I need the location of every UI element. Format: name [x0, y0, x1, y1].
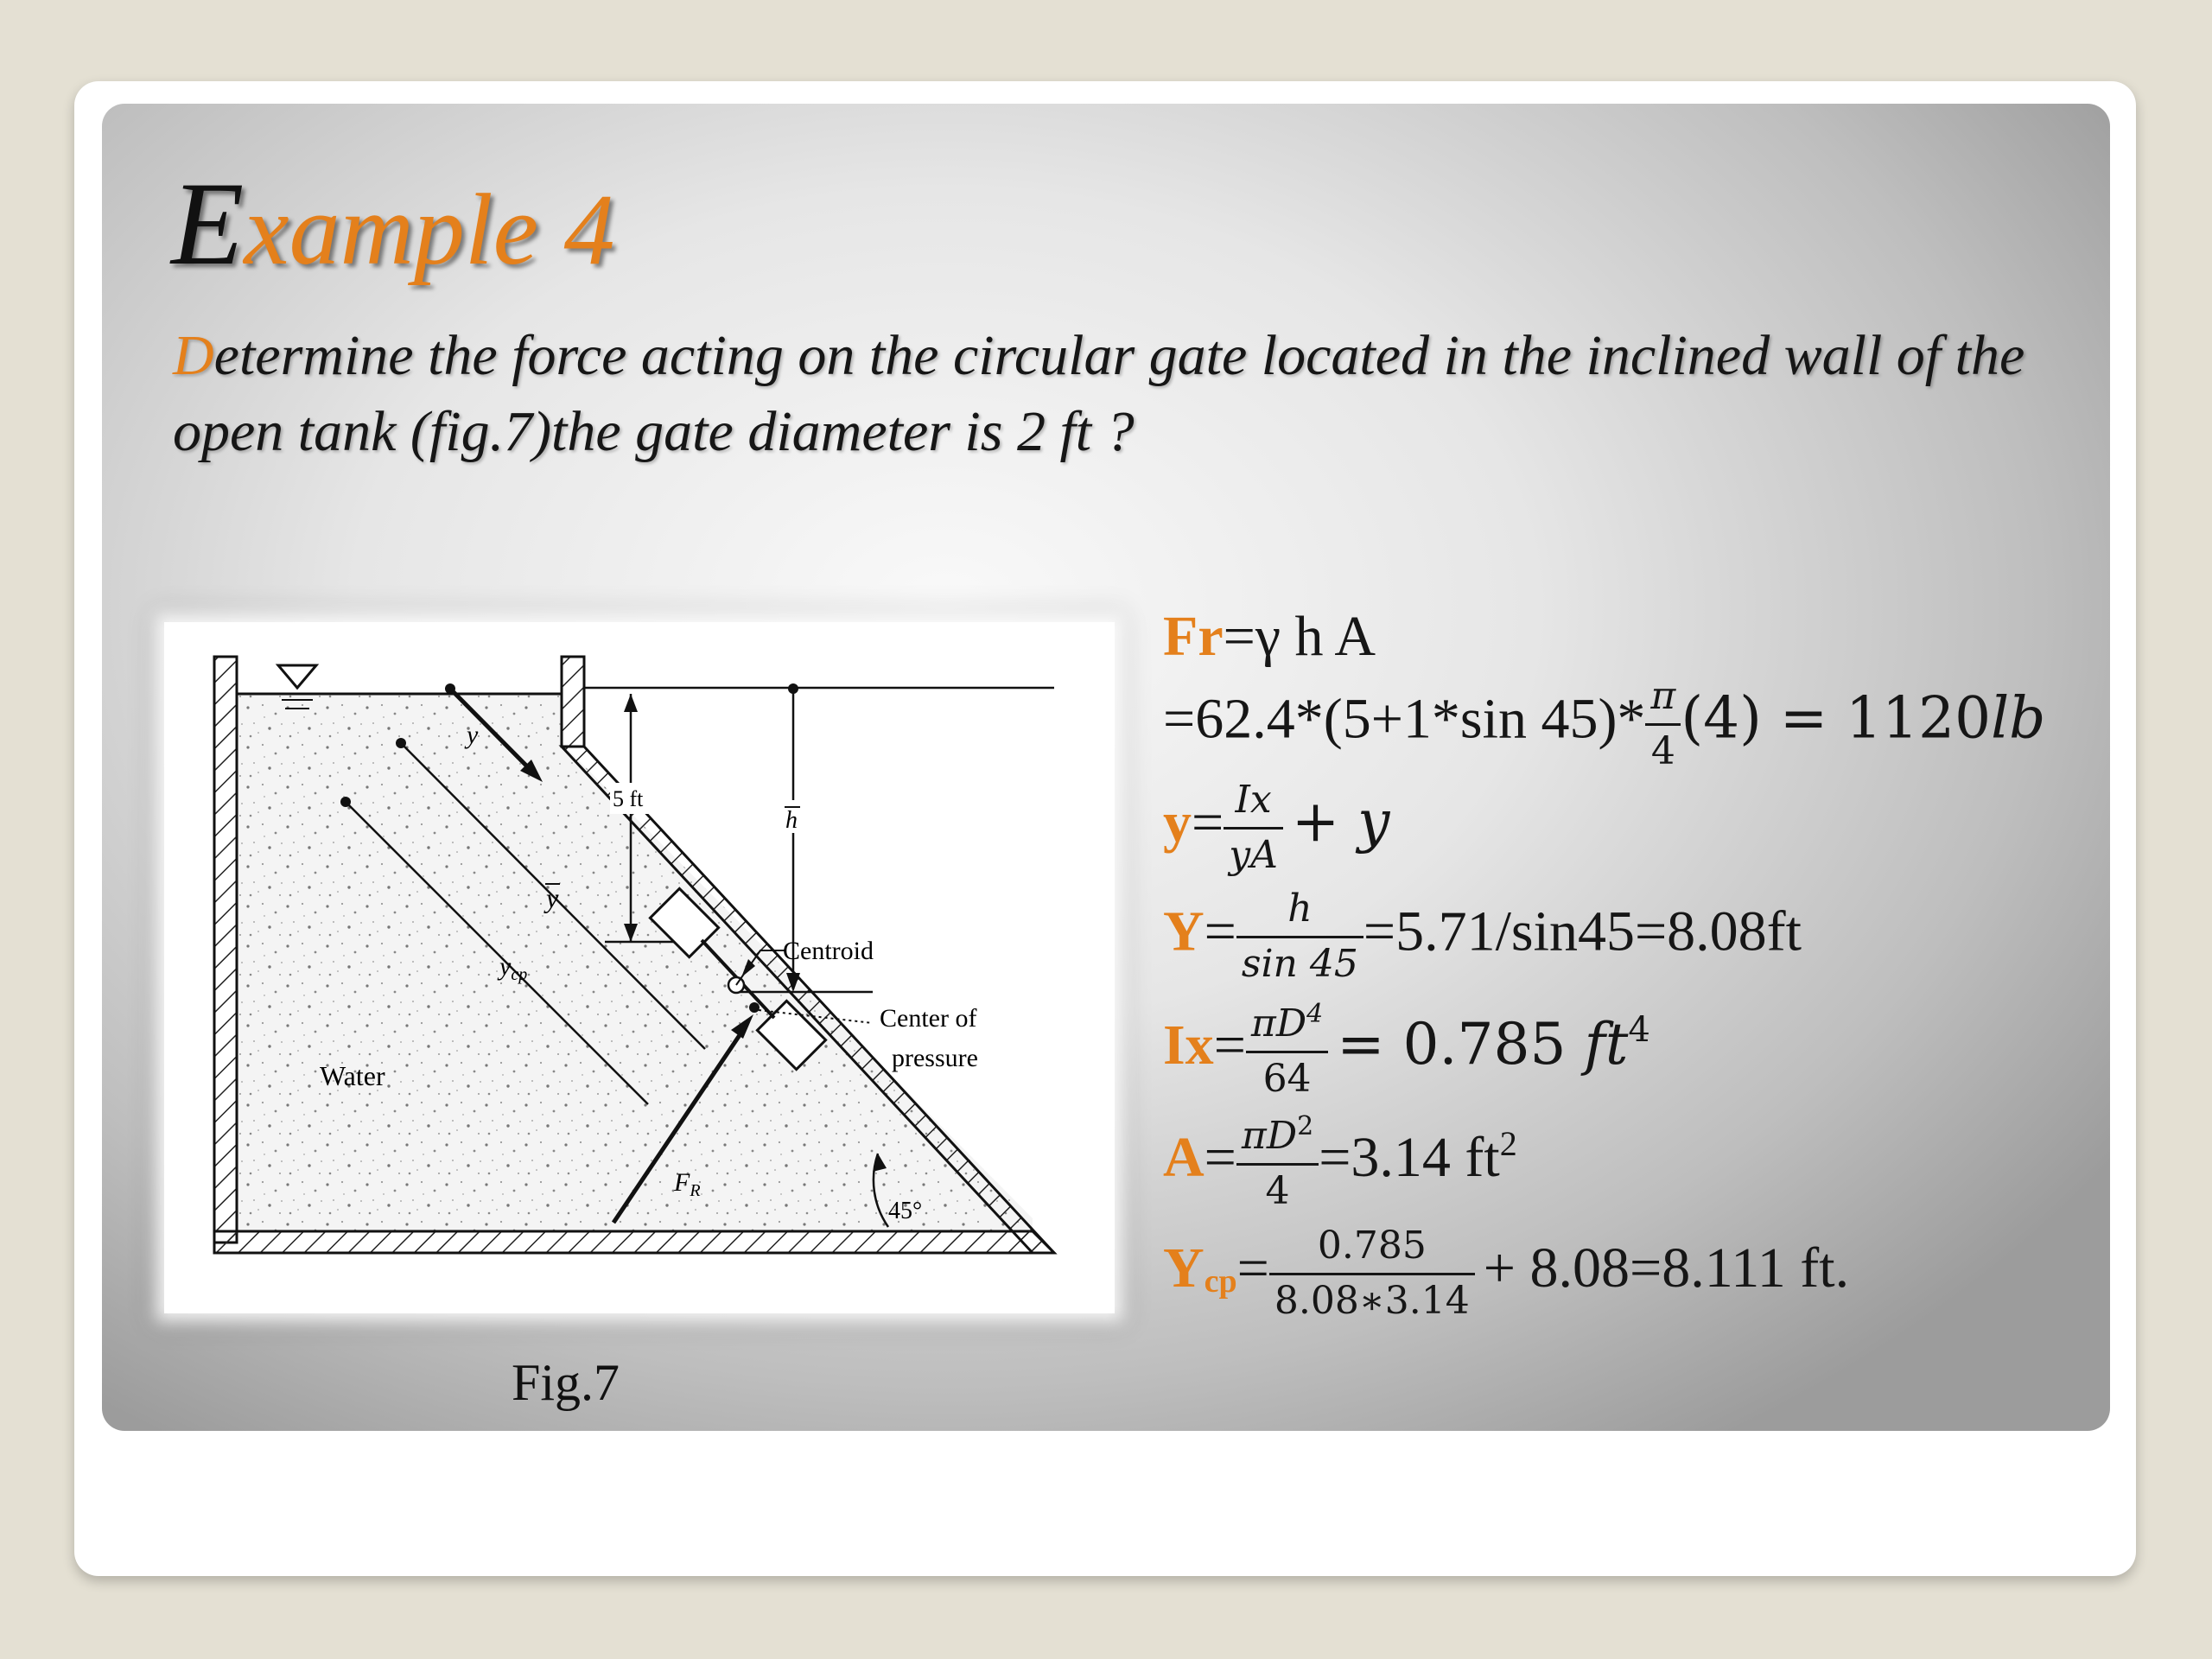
problem-initial: D [173, 324, 214, 387]
label-center-of: Center of [880, 1004, 977, 1033]
slide-panel [102, 104, 2110, 1431]
eq-Ix-fraction: $\frac{\pi D^4}{64}$ [1246, 999, 1328, 1103]
title-initial: E [171, 157, 245, 289]
eq-Y-fraction: $\frac{h}{\sin 45}$ [1236, 887, 1363, 988]
eq-y: y= $\frac{Ix}{yA}$ + y [1163, 778, 1390, 877]
eq-fr-calc [1163, 674, 2045, 775]
water-region [238, 694, 1033, 1231]
bottom-wall [214, 1231, 1054, 1253]
eq-Y: Y= $\frac{h}{\sin 45}$ =5.71/sin45=8.08ft [1163, 887, 1802, 986]
eq-Ycp-fraction: $\frac{0.785}{8.08∗3.14}$ [1269, 1224, 1475, 1325]
left-wall [214, 657, 237, 1243]
eq-fr-label: Fr [1163, 605, 1224, 668]
eq-Ix: Ix= $\frac{\pi D^4}{64}$ = 0.785 $ft^4$ [1163, 999, 1650, 1101]
title-rest: xample 4 [244, 173, 615, 286]
surface-triangle-icon [278, 665, 316, 688]
slide-title [171, 157, 615, 289]
label-y-bar: y [546, 882, 559, 913]
tank-figure [164, 622, 1115, 1313]
label-centroid: Centroid [783, 937, 874, 965]
eq-fr-calc-post: (4) = 1120 [1681, 684, 1992, 752]
label-fr: $F_R$ [674, 1168, 701, 1200]
problem-text: etermine the force acting on the circular gate located in the inclined wall of the open tank (fig.7)the gate diameter is 2 ft ? [173, 324, 2025, 463]
label-ycp: $y_{cp}$ [499, 952, 528, 984]
eq-fr-calc-fraction: $\frac{\pi}{4}$ [1645, 674, 1681, 775]
eq-A: A= $\frac{\pi D^2}{4}$ =3.14 $ft^2$ [1163, 1111, 1517, 1213]
eq-Ycp: $Y_{cp}=$ $\frac{0.785}{8.08∗3.14}$ + 8.08=8.111 ft. [1163, 1224, 1850, 1323]
label-5ft: 5 ft [613, 786, 644, 811]
label-pressure: pressure [892, 1044, 978, 1072]
vertical-wall [562, 657, 584, 747]
eq-fr-calc-pre: =62.4*(5+1*sin 45)* [1163, 687, 1646, 751]
label-angle: 45° [888, 1198, 923, 1224]
eq-y-fraction: $\frac{Ix}{yA}$ [1224, 778, 1283, 879]
label-water: Water [320, 1060, 385, 1091]
tank-diagram [164, 622, 1115, 1313]
eq-A-fraction: $\frac{\pi D^2}{4}$ [1236, 1111, 1319, 1215]
eq-fr-calc-unit: lb [1991, 684, 2046, 752]
eq-fr-rhs: =γ h A [1223, 605, 1376, 668]
figure-caption: Fig.7 [512, 1354, 620, 1411]
problem-statement [173, 318, 2074, 470]
eq-fr [1163, 605, 1376, 668]
center-of-pressure-marker [749, 1002, 760, 1013]
label-y: y [467, 721, 479, 749]
label-h-bar: h [785, 807, 798, 834]
